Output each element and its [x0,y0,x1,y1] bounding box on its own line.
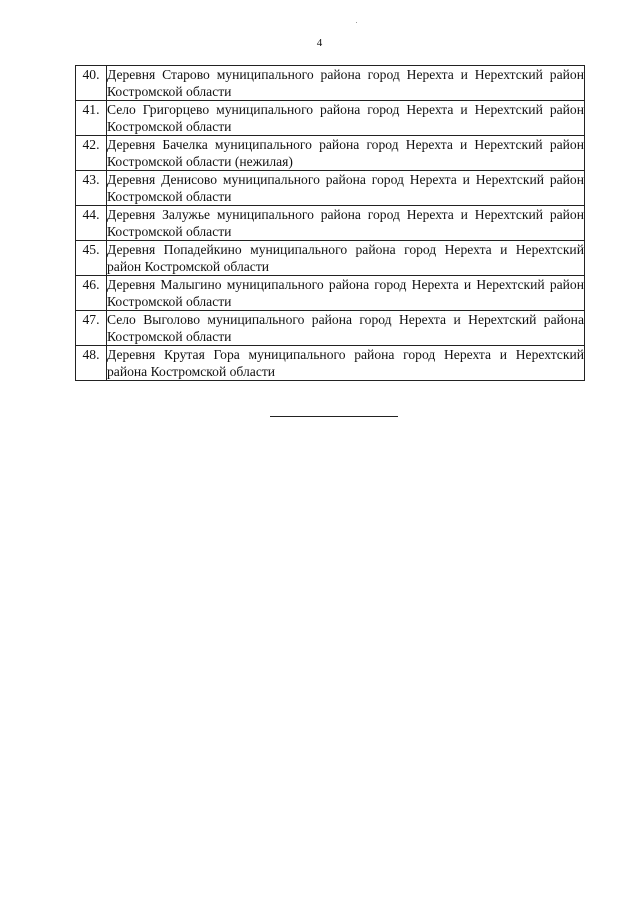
table-row [76,136,585,171]
row-text: Село Выголово муниципального района город Нерехта и Нерехтский района Костромской области [107,312,584,344]
row-number: 47. [76,311,107,346]
end-rule-divider [270,416,398,417]
table-row [76,171,585,206]
row-text: Деревня Залужье муниципального района город Нерехта и Нерехтский район Костромской области [107,207,584,239]
table-row [76,241,585,276]
row-number: 45. [76,241,107,276]
row-text: Деревня Попадейкино муниципального района город Нерехта и Нерехтский район Костромской области [107,242,584,274]
row-number: 46. [76,276,107,311]
row-text: Деревня Малыгино муниципального района город Нерехта и Нерехтский район Костромской области [107,277,584,309]
row-text: Деревня Бачелка муниципального района город Нерехта и Нерехтский район Костромской области (нежилая) [107,137,584,169]
table-row [76,346,585,381]
table-row [76,311,585,346]
row-number: 43. [76,171,107,206]
row-number: 44. [76,206,107,241]
row-number: 42. [76,136,107,171]
table-row [76,101,585,136]
row-number: 40. [76,66,107,101]
table-row [76,66,585,101]
row-text: Деревня Денисово муниципального района город Нерехта и Нерехтский район Костромской области [107,172,584,204]
settlements-table [75,65,585,381]
scan-speck [356,22,357,23]
row-number: 48. [76,346,107,381]
table-row [76,206,585,241]
page-number: 4 [316,37,323,49]
row-text: Деревня Старово муниципального района город Нерехта и Нерехтский район Костромской области [107,67,584,99]
row-number: 41. [76,101,107,136]
table-row [76,276,585,311]
row-text: Село Григорцево муниципального района город Нерехта и Нерехтский район Костромской области [107,102,584,134]
row-text: Деревня Крутая Гора муниципального района город Нерехта и Нерехтский района Костромской области [107,347,584,379]
